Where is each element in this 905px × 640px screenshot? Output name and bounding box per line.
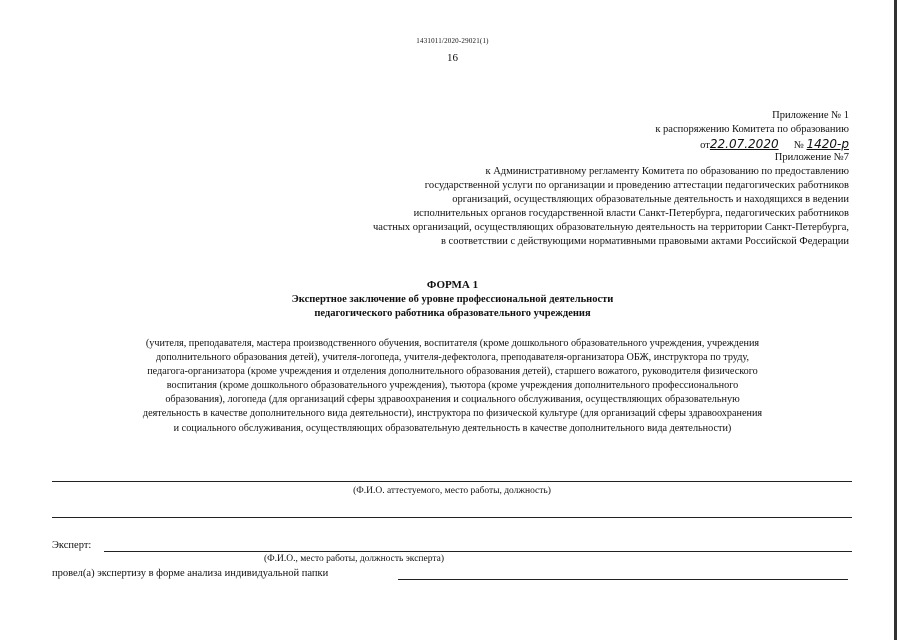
regulation-line: государственной услуги по организации и проведению аттестации педагогических работников xyxy=(424,180,849,191)
positions-line: деятельность в качестве дополнительного вида деятельности), инструктора по физической культуре (для организаций сферы здравоохранения xyxy=(142,408,763,420)
regulation-line: частных организаций, осуществляющих образовательную деятельность на территории Санкт-Петербурга, xyxy=(373,222,849,233)
expert-caption: (Ф.И.О., место работы, должность эксперта) xyxy=(264,554,444,564)
regulation-line: организаций, осуществляющих образовательные деятельность и находящихся в ведении xyxy=(452,194,849,205)
fio-caption: (Ф.И.О. аттестуемого, место работы, должность) xyxy=(353,486,551,496)
form-title: ФОРМА 1 xyxy=(426,279,479,291)
appendix-line-2: к распоряжению Комитета по образованию xyxy=(655,124,849,135)
positions-line: (учителя, преподавателя, мастера производственного обучения, воспитателя (кроме дошкольного образовательного учреждения, учреждения xyxy=(145,338,760,349)
positions-paragraph xyxy=(40,337,865,436)
appendix-line-1: Приложение № 1 xyxy=(772,110,849,121)
expertise-label: провел(а) экспертизу в форме анализа индивидуальной папки xyxy=(52,568,329,579)
regulation-line: в соответствии с действующими нормативными правовыми актами Российской Федерации xyxy=(440,236,849,247)
positions-line: педагога-организатора (кроме учреждения и отделения дополнительного образования детей), старшего вожатого, руководителя физического xyxy=(147,366,758,378)
positions-line: воспитания (кроме дошкольного образовательного учреждения), тьютора (кроме учреждения дополнительного профессионального xyxy=(166,380,739,392)
appendix-line-4: Приложение №7 xyxy=(774,152,849,163)
positions-line: и социального обслуживания, осуществляющих образовательную деятельность в качестве дополнительного вида деятельности) xyxy=(173,422,732,434)
scan-edge-bar xyxy=(894,0,897,640)
workplace-input-line[interactable] xyxy=(52,517,852,518)
positions-line: образования), логопеда (для организаций сферы здравоохранения и социального обслуживания, осуществляющих образовательную xyxy=(165,394,740,406)
regulation-line: к Административному регламенту Комитета по образованию по предоставлению xyxy=(485,166,849,177)
positions-line: дополнительного образования детей), учителя-логопеда, учителя-дефектолога, преподавателя-организатора ОБЖ, инструктора по труду, xyxy=(155,352,750,364)
regulation-line: исполнительных органов государственной власти Санкт-Петербурга, педагогических работников xyxy=(413,208,849,219)
handwritten-number: 1420-р xyxy=(806,137,849,151)
handwritten-date: 22.07.2020 xyxy=(709,137,779,151)
form-subtitle-line: Экспертное заключение об уровне профессиональной деятельности xyxy=(291,294,614,305)
page-number: 16 xyxy=(447,52,458,64)
date-prefix: от xyxy=(700,140,710,151)
expertise-input-line[interactable] xyxy=(398,579,848,580)
number-prefix: № xyxy=(793,140,804,151)
expert-input-line[interactable] xyxy=(104,551,852,552)
fio-input-line[interactable] xyxy=(52,481,852,482)
expert-label: Эксперт: xyxy=(52,540,92,551)
form-subtitle-line: педагогического работника образовательного учреждения xyxy=(314,308,591,319)
document-id: 1431011/2020-29021(1) xyxy=(416,37,489,45)
